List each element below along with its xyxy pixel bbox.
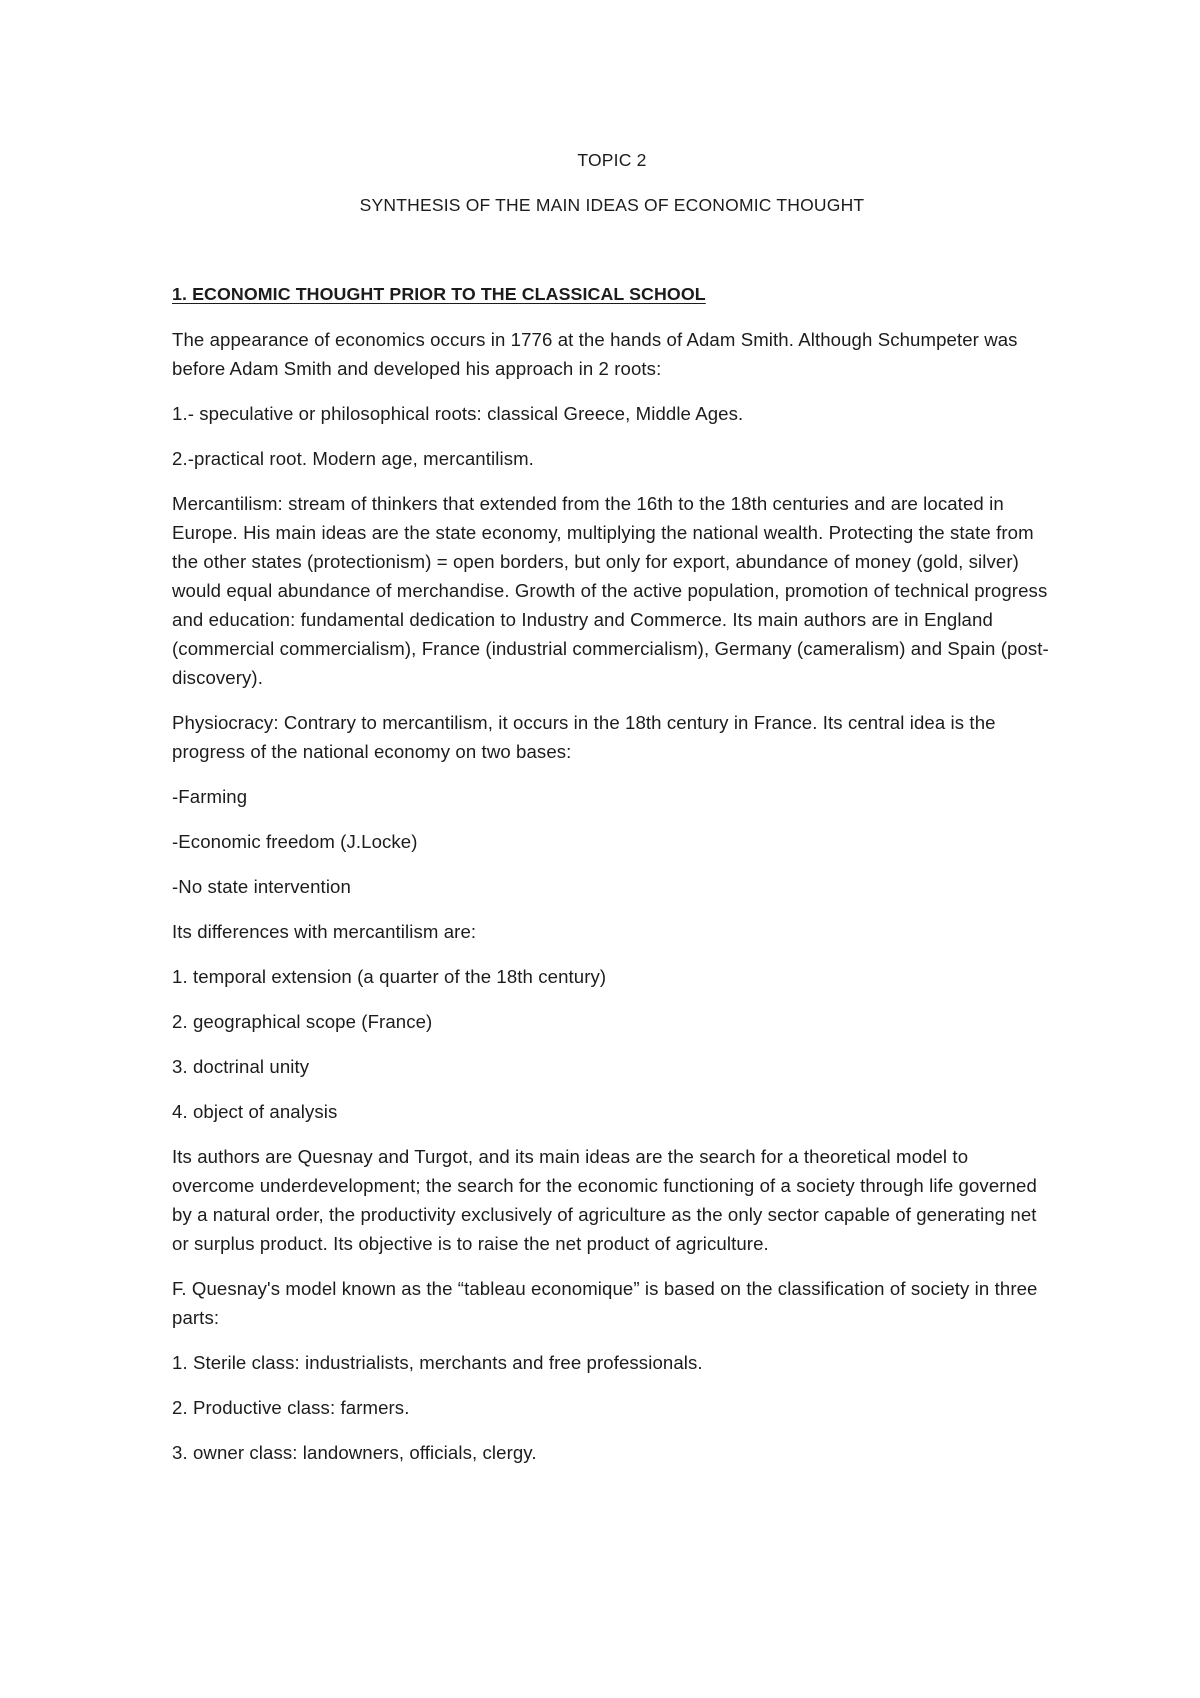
list-item-no-state-intervention: -No state intervention: [172, 876, 351, 897]
paragraph-root-1: 1.- speculative or philosophical roots: classical Greece, Middle Ages.: [172, 403, 744, 424]
list-item-difference-3: 3. doctrinal unity: [172, 1056, 310, 1077]
paragraph-root-2: 2.-practical root. Modern age, mercantilism.: [172, 448, 534, 469]
list-item-sterile-class: 1. Sterile class: industrialists, merchants and free professionals.: [172, 1352, 703, 1373]
topic-label: TOPIC 2: [577, 150, 647, 170]
section-heading: 1. ECONOMIC THOUGHT PRIOR TO THE CLASSICAL SCHOOL: [172, 284, 706, 304]
list-item-difference-2: 2. geographical scope (France): [172, 1011, 433, 1032]
paragraph-physiocracy: Physiocracy: Contrary to mercantilism, it occurs in the 18th century in France. Its central idea is the progress of the national economy on two bases:: [172, 712, 996, 762]
paragraph-quesnay-model: F. Quesnay's model known as the “tableau economique” is based on the classification of society in three parts:: [172, 1278, 1038, 1328]
paragraph-differences: Its differences with mercantilism are:: [172, 921, 477, 942]
document-body: [172, 146, 1052, 1483]
paragraph-mercantilism: Mercantilism: stream of thinkers that extended from the 16th to the 18th centuries and are located in Europe. His main ideas are the state economy, multiplying the national wealth. Protecting the state from the other states (protectionism) = open borders, but only for export, abundance of money (gold, silver) would equal abundance of merchandise. Growth of the active population, promotion of technical progress and education: fundamental dedication to Industry and Commerce. Its main authors are in England (commercial commercialism), France (industrial commercialism), Germany (cameralism) and Spain (post-discovery).: [172, 493, 1049, 688]
document-subtitle: SYNTHESIS OF THE MAIN IDEAS OF ECONOMIC THOUGHT: [359, 195, 865, 215]
list-item-difference-1: 1. temporal extension (a quarter of the 18th century): [172, 966, 607, 987]
list-item-economic-freedom: -Economic freedom (J.Locke): [172, 831, 418, 852]
paragraph-authors: Its authors are Quesnay and Turgot, and its main ideas are the search for a theoretical model to overcome underdevelopment; the search for the economic functioning of a society through life governed by a natural order, the productivity exclusively of agriculture as the only sector capable of generating net or surplus product. Its objective is to raise the net product of agriculture.: [172, 1146, 1037, 1254]
list-item-farming: -Farming: [172, 786, 248, 807]
list-item-owner-class: 3. owner class: landowners, officials, clergy.: [172, 1442, 537, 1463]
list-item-productive-class: 2. Productive class: farmers.: [172, 1397, 410, 1418]
paragraph-intro: The appearance of economics occurs in 1776 at the hands of Adam Smith. Although Schumpeter was before Adam Smith and developed his approach in 2 roots:: [172, 329, 1018, 379]
list-item-difference-4: 4. object of analysis: [172, 1101, 338, 1122]
